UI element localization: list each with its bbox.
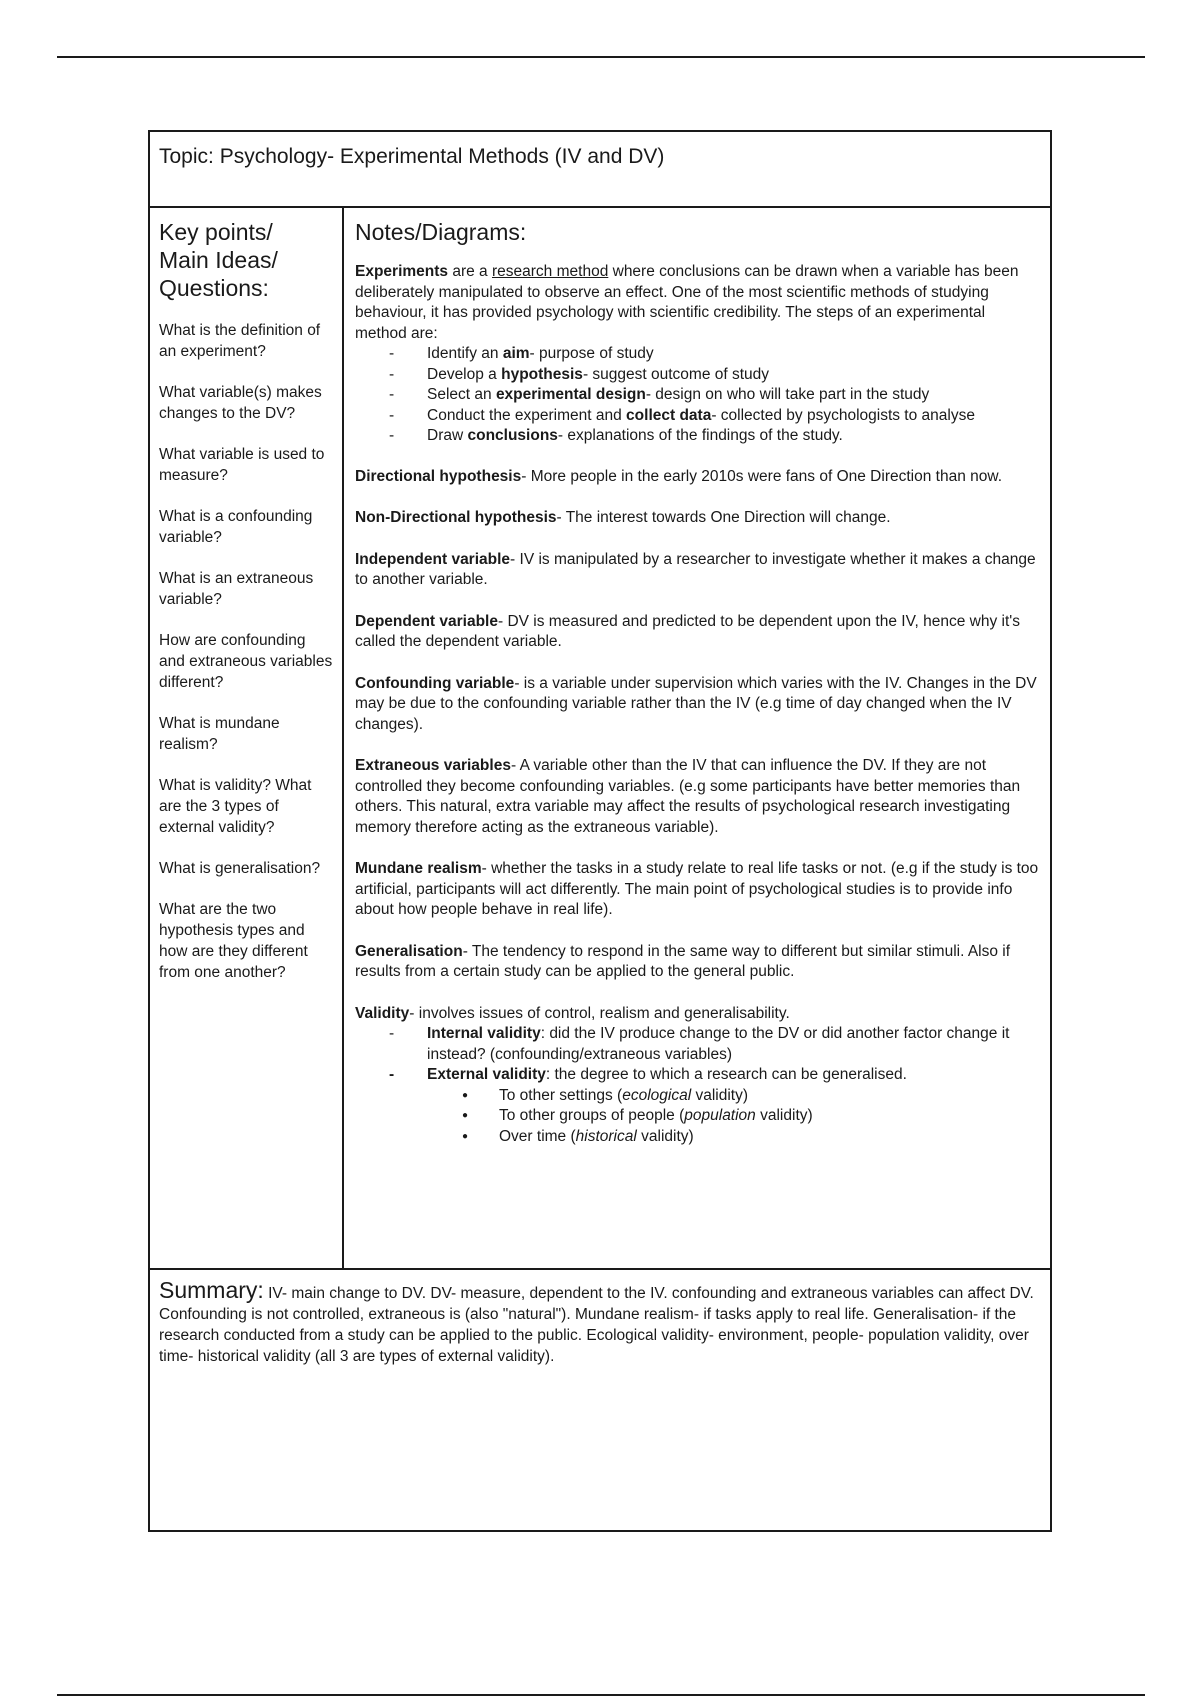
internal-validity-item: - Internal validity: did the IV produce change to the DV or did another factor change it instead? (confounding/extraneous variables) bbox=[427, 1024, 1040, 1065]
bottom-rule bbox=[57, 1694, 1145, 1696]
question-item: What is a confounding variable? bbox=[159, 508, 313, 546]
question-item: What are the two hypothesis types and how are they different from one another? bbox=[159, 901, 308, 981]
key-points-heading bbox=[159, 218, 334, 302]
key-points-heading-line: Key points/ bbox=[159, 219, 273, 245]
summary-section bbox=[150, 1268, 1050, 1530]
summary-label: Summary: bbox=[159, 1277, 264, 1303]
key-points-heading-line: Main Ideas/ bbox=[159, 247, 278, 273]
non-directional-hypothesis-paragraph: Non-Directional hypothesis- The interest towards One Direction will change. bbox=[355, 509, 891, 526]
notes-column bbox=[344, 208, 1050, 1268]
experiments-text: where conclusions can be drawn when a variable has been deliberately manipulated to observe an effect. One of the most scientific methods of studying behaviour, it has provided psychology with scientific credibility. The steps of an experimental method are: bbox=[355, 263, 1019, 342]
experiments-pre: are a bbox=[448, 263, 492, 280]
generalisation-paragraph: Generalisation- The tendency to respond in the same way to different but similar stimuli. Also if results from a certain study can be applied to the general public. bbox=[355, 942, 1011, 980]
question-list bbox=[159, 320, 334, 983]
external-type-item: ● To other groups of people (population validity) bbox=[499, 1106, 1040, 1127]
notes-heading: Notes/Diagrams: bbox=[355, 219, 527, 245]
validity-types-list bbox=[355, 1024, 1040, 1147]
step-item: - Conduct the experiment and collect data- collected by psychologists to analyse bbox=[427, 406, 1040, 427]
topic-title: Topic: Psychology- Experimental Methods (IV and DV) bbox=[159, 145, 665, 168]
external-type-item: ● Over time (historical validity) bbox=[499, 1127, 1040, 1148]
summary-text bbox=[159, 1277, 1040, 1367]
question-item: How are confounding and extraneous variables different? bbox=[159, 632, 333, 691]
step-item: - Draw conclusions- explanations of the findings of the study. bbox=[427, 426, 1040, 447]
research-method-link: research method bbox=[492, 263, 609, 280]
topic-row bbox=[150, 132, 1050, 208]
directional-hypothesis-paragraph: Directional hypothesis- More people in the early 2010s were fans of One Direction than now. bbox=[355, 467, 1003, 485]
top-rule bbox=[57, 56, 1145, 58]
question-item: What variable is used to measure? bbox=[159, 446, 325, 484]
question-item: What is the definition of an experiment? bbox=[159, 322, 321, 360]
question-item: What is an extraneous variable? bbox=[159, 570, 314, 608]
cornell-notes-sheet bbox=[148, 130, 1052, 1532]
validity-paragraph: Validity- involves issues of control, realism and generalisability. bbox=[355, 1004, 790, 1022]
external-validity-item: - External validity: the degree to which a research can be generalised. ● To other settings (ecological validity) ● To other groups of people (population validity) ● Over time (historical validity) bbox=[427, 1065, 1040, 1147]
mundane-realism-paragraph: Mundane realism- whether the tasks in a study relate to real life tasks or not. (e.g if the study is too artificial, participants will act differently. The main point of psychological studies is to provide info about how people behave in real life). bbox=[355, 860, 1039, 918]
question-item: What is generalisation? bbox=[159, 860, 321, 877]
confounding-variable-paragraph: Confounding variable- is a variable under supervision which varies with the IV. Changes in the DV may be due to the confounding variable rather than the IV (e.g time of day changed when the IV changes). bbox=[355, 674, 1037, 733]
step-item: - Select an experimental design- design on who will take part in the study bbox=[427, 385, 1040, 406]
independent-variable-paragraph: Independent variable- IV is manipulated by a researcher to investigate whether it makes a change to another variable. bbox=[355, 550, 1036, 588]
extraneous-variables-paragraph: Extraneous variables- A variable other than the IV that can influence the DV. If they are not controlled they become confounding variables. (e.g some participants have better memories than others. This natural, extra variable may affect the results of psychological research investigating memory therefore acting as the extraneous variable). bbox=[355, 757, 1021, 836]
experiments-paragraph bbox=[355, 262, 1040, 344]
external-type-item: ● To other settings (ecological validity) bbox=[499, 1086, 1040, 1107]
step-item: - Develop a hypothesis- suggest outcome of study bbox=[427, 365, 1040, 386]
summary-body: IV- main change to DV. DV- measure, dependent to the IV. confounding and extraneous variables can affect DV. Confounding is not controlled, extraneous is (also "natural"). Mundane realism- if tasks apply to real life. Generalisation- if the research conducted from a study can be applied to the public. Ecological validity- environment, people- population validity, over time- historical validity (all 3 are types of external validity). bbox=[159, 1285, 1034, 1365]
question-item: What is mundane realism? bbox=[159, 715, 280, 753]
question-item: What variable(s) makes changes to the DV? bbox=[159, 384, 322, 422]
step-item: - Identify an aim- purpose of study bbox=[427, 344, 1040, 365]
external-validity-types bbox=[427, 1086, 1040, 1148]
experiment-steps-list bbox=[355, 344, 1040, 447]
key-points-column bbox=[150, 208, 344, 1268]
key-points-heading-line: Questions: bbox=[159, 275, 269, 301]
dependent-variable-paragraph: Dependent variable- DV is measured and predicted to be dependent upon the IV, hence why it's called the dependent variable. bbox=[355, 612, 1020, 650]
question-item: What is validity? What are the 3 types of external validity? bbox=[159, 777, 312, 836]
experiments-term: Experiments bbox=[355, 263, 449, 280]
